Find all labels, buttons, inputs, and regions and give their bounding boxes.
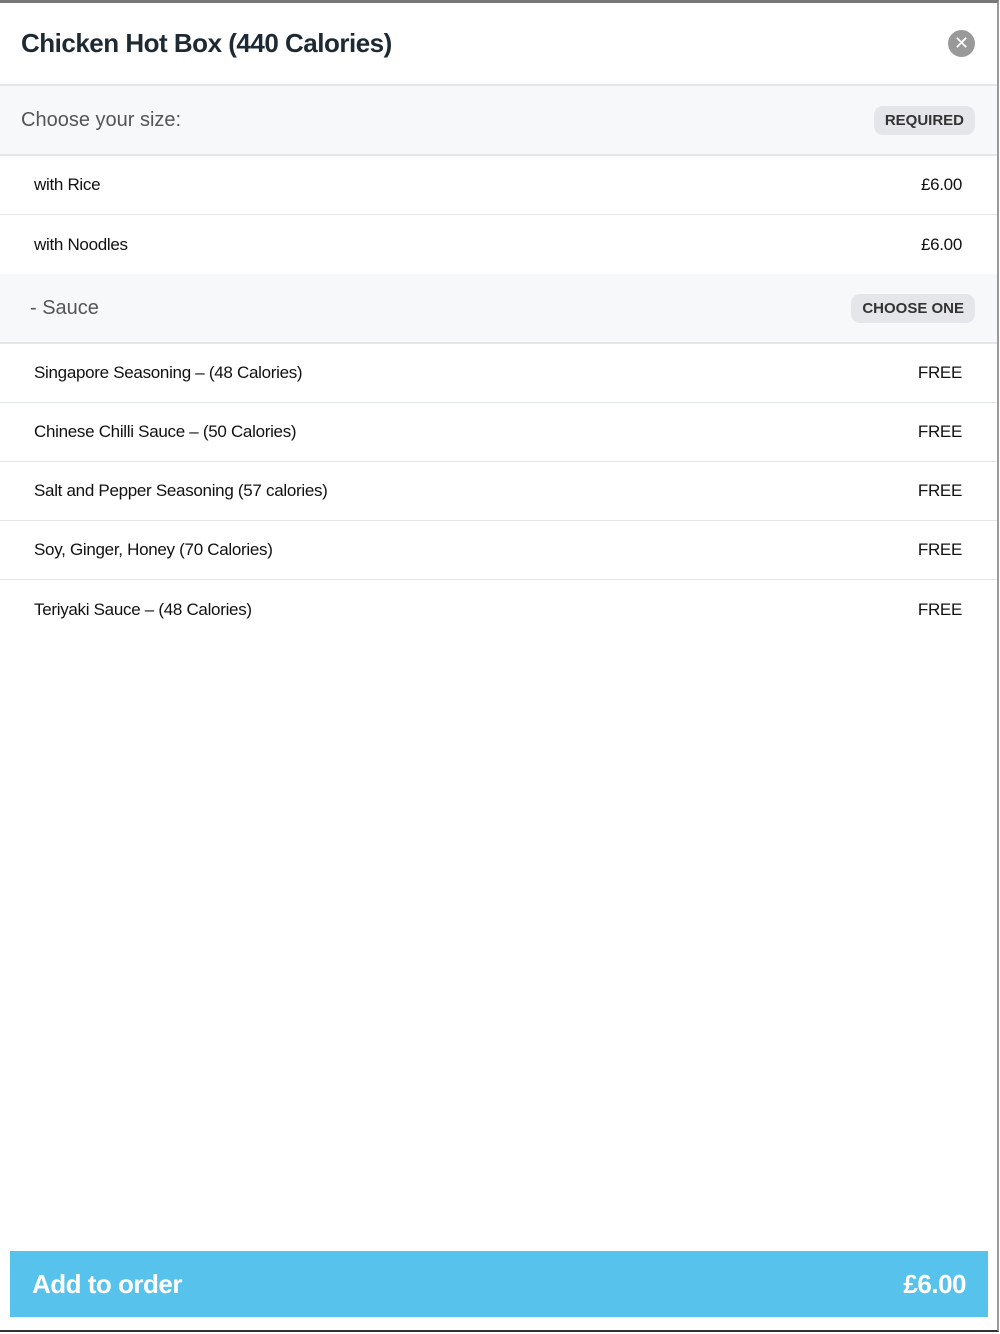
modal-title: Chicken Hot Box (440 Calories) bbox=[21, 28, 392, 58]
option-label: Teriyaki Sauce – (48 Calories) bbox=[34, 599, 252, 619]
sauce-option[interactable] bbox=[0, 521, 997, 580]
sauce-option[interactable] bbox=[0, 462, 997, 521]
sauce-option[interactable] bbox=[0, 403, 997, 462]
option-price: FREE bbox=[917, 363, 962, 382]
option-label: Singapore Seasoning – (48 Calories) bbox=[34, 363, 303, 382]
close-icon: ✕ bbox=[953, 33, 970, 53]
option-price: £6.00 bbox=[920, 234, 962, 254]
option-label: with Rice bbox=[34, 175, 101, 194]
required-badge: REQUIRED bbox=[874, 106, 975, 135]
option-price: FREE bbox=[917, 422, 962, 441]
add-to-order-button[interactable] bbox=[10, 1251, 988, 1317]
section-label: - Sauce bbox=[30, 296, 99, 319]
option-price: £6.00 bbox=[920, 175, 962, 194]
cta-price: £6.00 bbox=[903, 1268, 966, 1299]
choose-one-badge: CHOOSE ONE bbox=[851, 294, 975, 323]
option-price: FREE bbox=[917, 540, 962, 559]
size-option-rice[interactable] bbox=[0, 156, 997, 215]
close-button[interactable] bbox=[948, 30, 975, 57]
option-price: FREE bbox=[917, 599, 962, 619]
option-label: Soy, Ginger, Honey (70 Calories) bbox=[34, 540, 273, 559]
option-label: with Noodles bbox=[34, 234, 128, 254]
sauce-option[interactable] bbox=[0, 580, 997, 639]
sauce-section-header bbox=[0, 274, 997, 344]
option-label: Salt and Pepper Seasoning (57 calories) bbox=[34, 481, 328, 500]
modal-header bbox=[0, 3, 997, 86]
section-label: Choose your size: bbox=[21, 108, 182, 131]
option-label: Chinese Chilli Sauce – (50 Calories) bbox=[34, 422, 297, 441]
size-option-noodles[interactable] bbox=[0, 215, 997, 274]
sauce-option[interactable] bbox=[0, 344, 997, 403]
size-section-header bbox=[0, 86, 997, 156]
option-price: FREE bbox=[917, 481, 962, 500]
cta-label: Add to order bbox=[32, 1268, 182, 1299]
